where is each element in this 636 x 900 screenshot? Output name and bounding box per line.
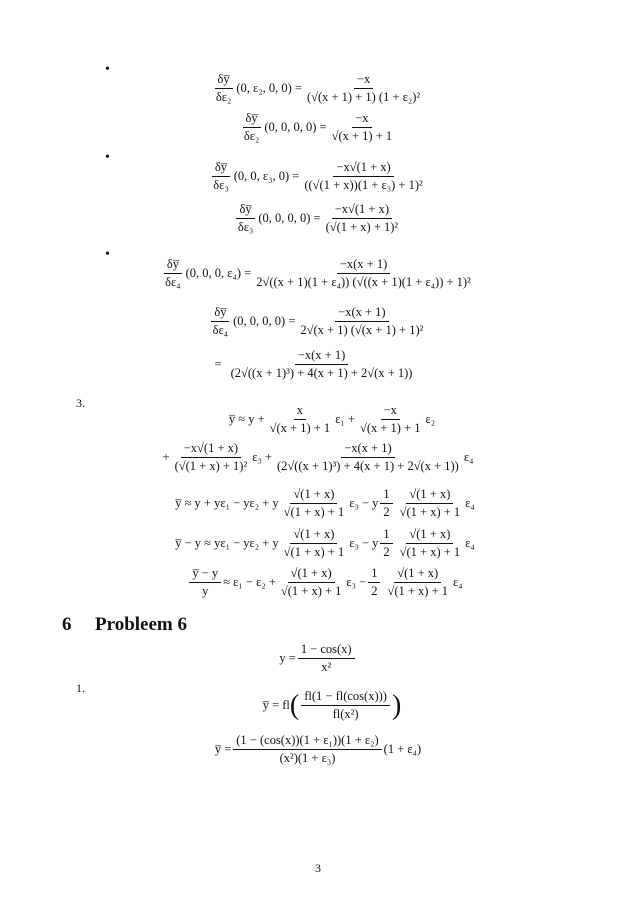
numerator: x xyxy=(294,403,306,420)
numerator: √(1 + x) xyxy=(406,527,453,544)
equation-line xyxy=(279,642,356,675)
numerator: √(1 + x) xyxy=(290,487,337,504)
math-text: ( xyxy=(289,689,300,721)
fraction xyxy=(210,305,232,338)
equation-line xyxy=(187,566,462,599)
numerator: −x xyxy=(381,403,400,420)
numerator: −x(x + 1) xyxy=(295,348,348,365)
denominator: √(x + 1) + 1 xyxy=(269,421,331,435)
math-text: ε₃ − y xyxy=(349,496,379,510)
numerator: −x xyxy=(354,72,373,89)
math-text: (0, 0, 0, 0) = xyxy=(233,314,296,328)
denominator: ((√(1 + x))(1 + ε₃) + 1)² xyxy=(304,178,423,192)
numerator: √(1 + x) xyxy=(290,527,337,544)
equation xyxy=(0,733,636,766)
denominator: δε₂ xyxy=(243,129,260,143)
fraction xyxy=(235,202,257,235)
denominator: δε₄ xyxy=(212,323,229,337)
equation xyxy=(0,642,636,675)
denominator: √(1 + x) + 1 xyxy=(280,584,342,598)
numerator: 1 xyxy=(368,566,380,583)
equation-line xyxy=(208,305,429,338)
fraction xyxy=(189,566,221,599)
fraction xyxy=(397,487,464,520)
denominator: 2√(x + 1) (√(x + 1) + 1)² xyxy=(300,323,424,337)
numerator: √(1 + x) xyxy=(406,487,453,504)
fraction xyxy=(298,642,355,675)
fraction xyxy=(301,689,390,722)
math-text: ε₃ + xyxy=(252,450,272,464)
math-text: (0, 0, 0, 0) = xyxy=(258,211,321,225)
equation xyxy=(0,305,636,338)
fraction xyxy=(281,527,348,560)
math-text: (0, 0, 0, ε₄) = xyxy=(185,266,252,280)
equation xyxy=(0,441,636,474)
math-text: y̅ − y ≈ yε₁ − yε₂ + y xyxy=(175,536,279,550)
numerator: −x√(1 + x) xyxy=(333,160,393,177)
equation-line xyxy=(160,257,476,290)
section-number: 6 xyxy=(62,614,72,635)
fraction xyxy=(278,566,345,599)
fraction xyxy=(380,487,392,520)
equation xyxy=(0,72,636,105)
numerator: √(1 + x) xyxy=(288,566,335,583)
equation xyxy=(0,257,636,290)
math-text: (0, 0, 0, 0) = xyxy=(264,120,327,134)
fraction xyxy=(397,527,464,560)
math-text: ε₂ xyxy=(425,412,436,426)
equation xyxy=(0,527,636,560)
numerator: δy̅ xyxy=(164,257,182,274)
math-text: (0, ε₂, 0, 0) = xyxy=(236,81,302,95)
denominator: δε₃ xyxy=(213,178,229,192)
denominator: 2 xyxy=(383,505,390,519)
denominator: (2√((x + 1)³) + 4(x + 1) + 2√(x + 1)) xyxy=(230,366,413,380)
numerator: −x(x + 1) xyxy=(341,441,394,458)
numerator: y̅ − y xyxy=(189,566,221,583)
bullet-marker: • xyxy=(105,150,110,165)
denominator: √(x + 1) + 1 xyxy=(359,421,421,435)
equation-line xyxy=(163,441,474,474)
fraction xyxy=(162,257,184,290)
fraction xyxy=(368,566,380,599)
equation xyxy=(0,348,636,381)
denominator: √(1 + x) + 1 xyxy=(399,505,461,519)
equation xyxy=(0,566,636,599)
fraction xyxy=(267,403,334,436)
fraction xyxy=(297,305,426,338)
math-text: y̅ ≈ y + xyxy=(228,412,265,426)
math-text: (1 + ε₄) xyxy=(383,742,422,756)
denominator: fl(x²) xyxy=(332,707,359,721)
fraction xyxy=(233,733,381,766)
math-text: ε₄ xyxy=(465,536,475,550)
equation-line xyxy=(175,487,475,520)
fraction xyxy=(253,257,474,290)
denominator: δε₃ xyxy=(237,220,254,234)
math-text: + xyxy=(162,450,170,464)
numerator: √(1 + x) xyxy=(394,566,441,583)
math-text: ε₃ − y xyxy=(349,536,379,550)
math-text: y̅ = xyxy=(214,742,232,756)
fraction xyxy=(380,527,392,560)
fraction xyxy=(213,72,235,105)
numerator: δy̅ xyxy=(236,202,254,219)
fraction xyxy=(172,441,251,474)
math-text: ε₄ xyxy=(463,450,474,464)
denominator: δε₄ xyxy=(165,275,181,289)
numerator: δy̅ xyxy=(212,160,230,177)
numerator: −x(x + 1) xyxy=(337,257,390,274)
numerator: δy̅ xyxy=(211,305,229,322)
fraction xyxy=(384,566,451,599)
equation-line xyxy=(263,689,402,722)
numerator: −x xyxy=(352,111,371,128)
equation-line xyxy=(215,733,421,766)
denominator: (√(x + 1) + 1) (1 + ε₂)² xyxy=(306,90,421,104)
item-number: 1. xyxy=(76,681,85,695)
math-text: y = xyxy=(279,651,296,665)
denominator: x² xyxy=(321,660,332,674)
section-title: Probleem 6 xyxy=(95,614,187,635)
math-text: ) xyxy=(391,689,402,721)
denominator: √(x + 1) + 1 xyxy=(331,129,393,143)
denominator: (√(1 + x) + 1)² xyxy=(174,459,248,473)
fraction xyxy=(357,403,424,436)
denominator: 2√((x + 1)(1 + ε₄)) (√((x + 1)(1 + ε₄)) + 1)² xyxy=(256,275,471,289)
math-text: ε₄ xyxy=(453,575,463,589)
fraction xyxy=(304,72,423,105)
math-text: (0, 0, ε₃, 0) = xyxy=(233,169,300,183)
equation-line xyxy=(175,527,475,560)
denominator: √(1 + x) + 1 xyxy=(399,545,461,559)
numerator: δy̅ xyxy=(243,111,261,128)
denominator: 2 xyxy=(371,584,378,598)
equation xyxy=(0,487,636,520)
numerator: 1 xyxy=(380,487,392,504)
equation xyxy=(0,403,636,436)
math-text: y̅ = fl xyxy=(262,698,290,712)
fraction xyxy=(210,160,232,193)
numerator: 1 − cos(x) xyxy=(298,642,355,659)
denominator: (√(1 + x) + 1)² xyxy=(325,220,399,234)
bullet-marker: • xyxy=(105,247,110,262)
fraction xyxy=(228,348,416,381)
numerator: −x(x + 1) xyxy=(335,305,388,322)
numerator: fl(1 − fl(cos(x))) xyxy=(301,689,390,706)
denominator: (2√((x + 1)³) + 4(x + 1) + 2√(x + 1)) xyxy=(277,459,459,473)
denominator: 2 xyxy=(383,545,390,559)
denominator: y xyxy=(202,584,209,598)
numerator: −x√(1 + x) xyxy=(332,202,392,219)
equation xyxy=(0,160,636,193)
denominator: √(1 + x) + 1 xyxy=(387,584,449,598)
bullet-marker: • xyxy=(105,62,110,77)
item-number: 3. xyxy=(76,396,85,410)
equation-line xyxy=(211,348,418,381)
equation xyxy=(0,689,636,722)
numerator: δy̅ xyxy=(215,72,233,89)
fraction xyxy=(329,111,396,144)
equation xyxy=(0,202,636,235)
fraction xyxy=(241,111,263,144)
fraction xyxy=(281,487,348,520)
denominator: √(1 + x) + 1 xyxy=(283,505,345,519)
math-text: = xyxy=(214,357,222,371)
equation xyxy=(0,111,636,144)
equation-line xyxy=(233,202,403,235)
denominator: δε₂ xyxy=(215,90,232,104)
math-text: ε₁ + xyxy=(335,412,355,426)
denominator: √(1 + x) + 1 xyxy=(283,545,345,559)
equation-line xyxy=(239,111,397,144)
fraction xyxy=(301,160,425,193)
equation-line xyxy=(211,72,425,105)
equation-line xyxy=(229,403,435,436)
fraction xyxy=(274,441,462,474)
math-text: ε₄ xyxy=(465,496,475,510)
section-heading xyxy=(62,614,187,636)
denominator: (x²)(1 + ε₃) xyxy=(279,751,336,765)
equation-line xyxy=(208,160,428,193)
numerator: (1 − (cos(x))(1 + ε₁))(1 + ε₂) xyxy=(233,733,381,750)
numerator: −x√(1 + x) xyxy=(181,441,241,458)
math-text: ε₃ − xyxy=(346,575,367,589)
numerator: 1 xyxy=(380,527,392,544)
page-number: 3 xyxy=(315,861,321,875)
fraction xyxy=(323,202,402,235)
math-text: ≈ ε₁ − ε₂ + xyxy=(223,575,276,589)
math-text: y̅ ≈ y + yε₁ − yε₂ + y xyxy=(175,496,279,510)
